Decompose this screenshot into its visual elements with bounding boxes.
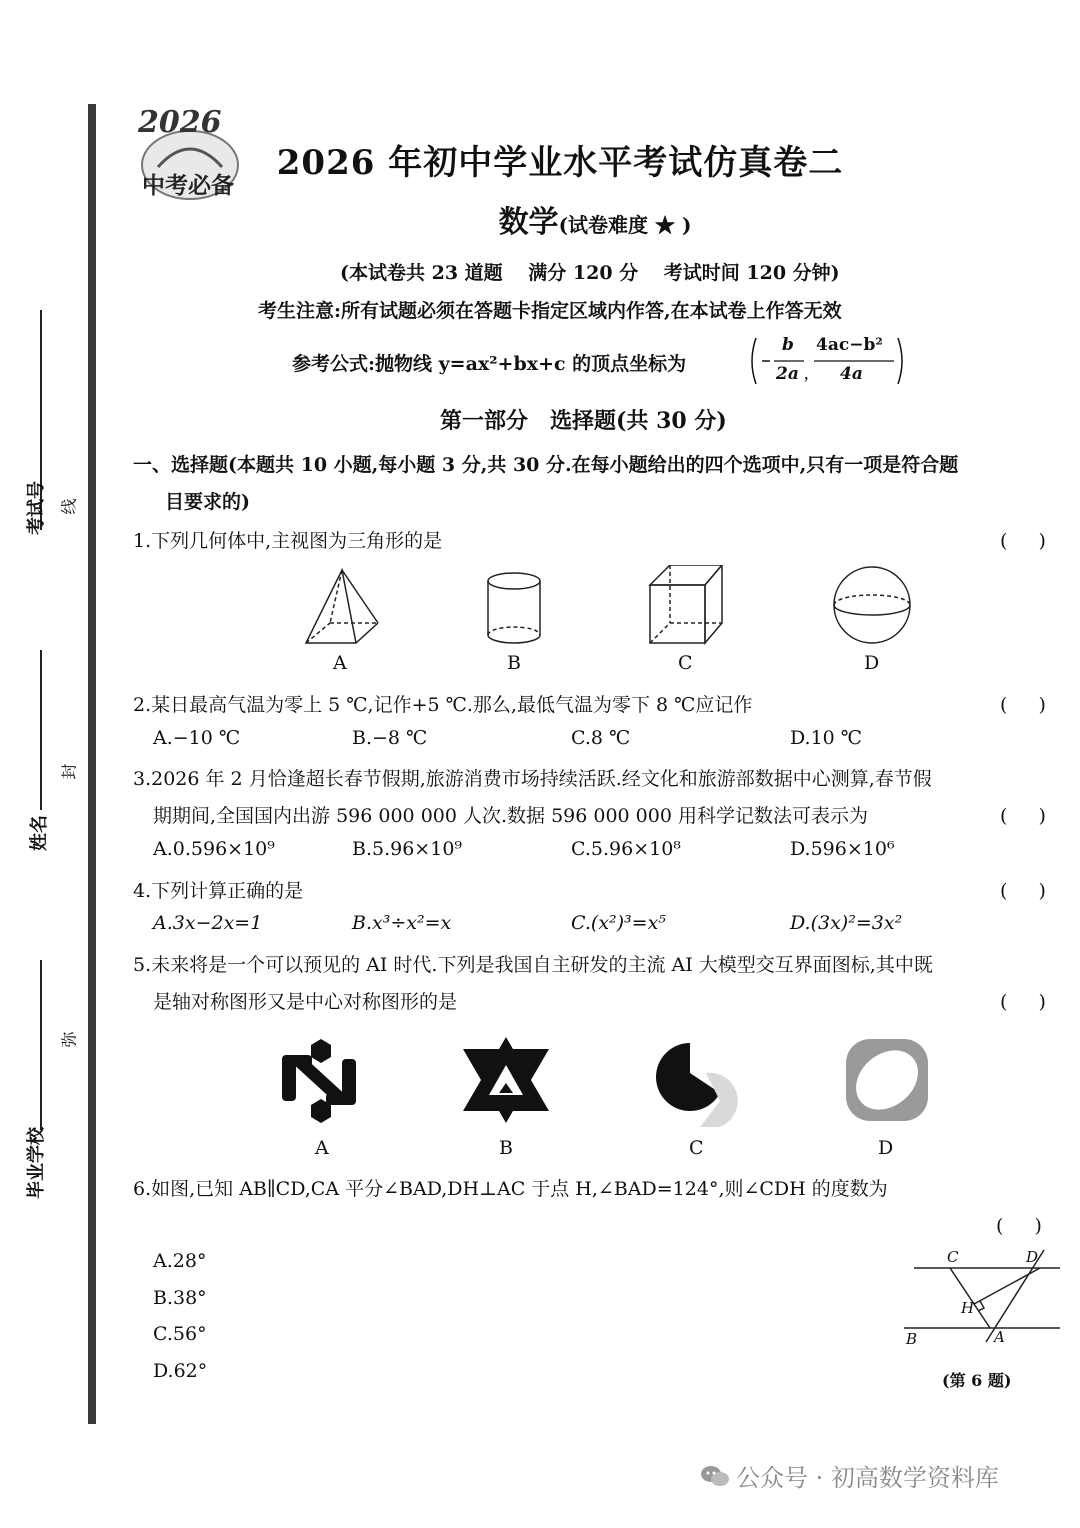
q1-label-c: C: [678, 652, 693, 674]
q5-label-c: C: [689, 1137, 704, 1159]
notice: 考生注意:所有试题必须在答题卡指定区域内作答,在本试卷上作答无效: [258, 300, 842, 322]
q6-option-c: C.56°: [153, 1323, 207, 1345]
q1-stem: 1.下列几何体中,主视图为三角形的是: [133, 530, 443, 552]
q3-option-c: C.5.96×10⁸: [571, 838, 681, 860]
watermark: [700, 1458, 999, 1494]
logo-year: 2026: [138, 105, 222, 140]
school-label: 毕业学校: [26, 1127, 47, 1199]
binding-xian: 线: [59, 498, 79, 515]
school-line: [40, 960, 42, 1130]
q1-label-a: A: [333, 652, 347, 674]
q5-icons: [276, 1035, 936, 1127]
fig-label-d: D: [1026, 1248, 1039, 1266]
logo-text: 中考必备: [142, 172, 234, 199]
q4-stem: 4.下列计算正确的是: [133, 880, 304, 902]
q4-option-d: D.(3x)²=3x²: [790, 912, 903, 934]
difficulty: (试卷难度 ★ ): [558, 213, 692, 237]
cylinder-figure: [488, 573, 540, 643]
svg-text:,: ,: [804, 363, 809, 383]
binding-mi: 弥: [59, 1031, 79, 1048]
q6-option-d: D.62°: [153, 1360, 208, 1382]
q2-option-b: B.−8 ℃: [352, 727, 428, 749]
q1-label-d: D: [864, 652, 880, 674]
q6-caption: (第 6 题): [942, 1371, 1012, 1390]
vertex-y-num: 4ac−b²: [816, 335, 883, 355]
wechat-icon: [700, 1464, 730, 1494]
fig-label-b: B: [906, 1330, 918, 1348]
q3-option-a: A.0.596×10⁹: [153, 838, 275, 860]
formula-prefix: 参考公式:抛物线 y=ax²+bx+c 的顶点坐标为: [292, 353, 687, 375]
fig-label-c: C: [947, 1248, 959, 1266]
q6-figure: [900, 1248, 1065, 1348]
q3-line2: 期期间,全国国内出游 596 000 000 人次.数据 596 000 000 用科学记数法可表示为: [153, 805, 868, 827]
cube-figure: [650, 565, 722, 643]
section1-line2: 目要求的): [165, 491, 250, 513]
ai-icon-d: [844, 1038, 930, 1122]
q6-stem: 6.如图,已知 AB∥CD,CA 平分∠BAD,DH⊥AC 于点 H,∠BAD=124°,则∠CDH 的度数为: [133, 1178, 888, 1200]
q5-label-a: A: [315, 1137, 329, 1159]
part1-heading: 第一部分 选择题(共 30 分): [440, 408, 727, 434]
binding-feng: 封: [59, 763, 79, 780]
q1-figures: [300, 565, 920, 651]
q4-option-c: C.(x²)³=x⁵: [571, 912, 666, 934]
name-line: [40, 650, 42, 810]
q2-option-c: C.8 ℃: [571, 727, 631, 749]
q6-option-a: A.28°: [153, 1250, 207, 1272]
ai-icon-b: [463, 1037, 549, 1123]
section1-line1: 一、选择题(本题共 10 小题,每小题 3 分,共 30 分.在每小题给出的四个选项中,只有一项是符合题: [133, 454, 959, 476]
watermark-text: 公众号 · 初高数学资料库: [736, 1464, 999, 1492]
exam-no-label: 考试号: [26, 481, 47, 535]
q5-label-b: B: [499, 1137, 513, 1159]
q2-stem: 2.某日最高气温为零上 5 ℃,记作+5 ℃.那么,最低气温为零下 8 ℃应记作: [133, 694, 753, 716]
q2-answer-paren: ( ): [1000, 694, 1048, 716]
q5-line2: 是轴对称图形又是中心对称图形的是: [153, 991, 458, 1013]
vertex-x-den: 2a: [776, 364, 799, 384]
q4-option-a: A.3x−2x=1: [153, 912, 263, 934]
subject-name: 数学: [498, 205, 559, 240]
q1-label-b: B: [507, 652, 521, 674]
q3-answer-paren: ( ): [1000, 805, 1048, 827]
page-title: 2026 年初中学业水平考试仿真卷二: [276, 143, 844, 183]
q2-option-d: D.10 ℃: [790, 727, 863, 749]
q3-line1: 3.2026 年 2 月恰逢超长春节假期,旅游消费市场持续活跃.经文化和旅游部数据中心测算,春节假: [133, 768, 932, 790]
q5-line1: 5.未来将是一个可以预见的 AI 时代.下列是我国自主研发的主流 AI 大模型交互界面图标,其中既: [133, 954, 933, 976]
q1-answer-paren: ( ): [1000, 530, 1048, 552]
pyramid-figure: [306, 570, 378, 643]
q4-answer-paren: ( ): [1000, 880, 1048, 902]
q6-answer-paren: ( ): [996, 1215, 1044, 1237]
q2-option-a: A.−10 ℃: [153, 727, 241, 749]
sphere-figure: [834, 567, 910, 643]
exam-info: (本试卷共 23 道题 满分 120 分 考试时间 120 分钟): [340, 262, 840, 284]
fig-label-a: A: [994, 1328, 1005, 1346]
ai-icon-a: [282, 1039, 356, 1123]
vertex-x-num: b: [782, 335, 794, 355]
fig-label-h: H: [961, 1299, 975, 1317]
q5-label-d: D: [878, 1137, 894, 1159]
subject-line: [0, 197, 1080, 241]
ai-icon-c: [656, 1043, 738, 1127]
q4-option-b: B.x³÷x²=x: [352, 912, 452, 934]
vertex-y-den: 4a: [840, 364, 863, 384]
q3-option-d: D.596×10⁶: [790, 838, 895, 860]
q6-option-b: B.38°: [153, 1287, 207, 1309]
name-label: 姓名: [29, 815, 50, 851]
formula-vertex: [748, 334, 908, 388]
q5-answer-paren: ( ): [1000, 991, 1048, 1013]
binding-bar: [88, 104, 96, 1424]
q3-option-b: B.5.96×10⁹: [352, 838, 463, 860]
